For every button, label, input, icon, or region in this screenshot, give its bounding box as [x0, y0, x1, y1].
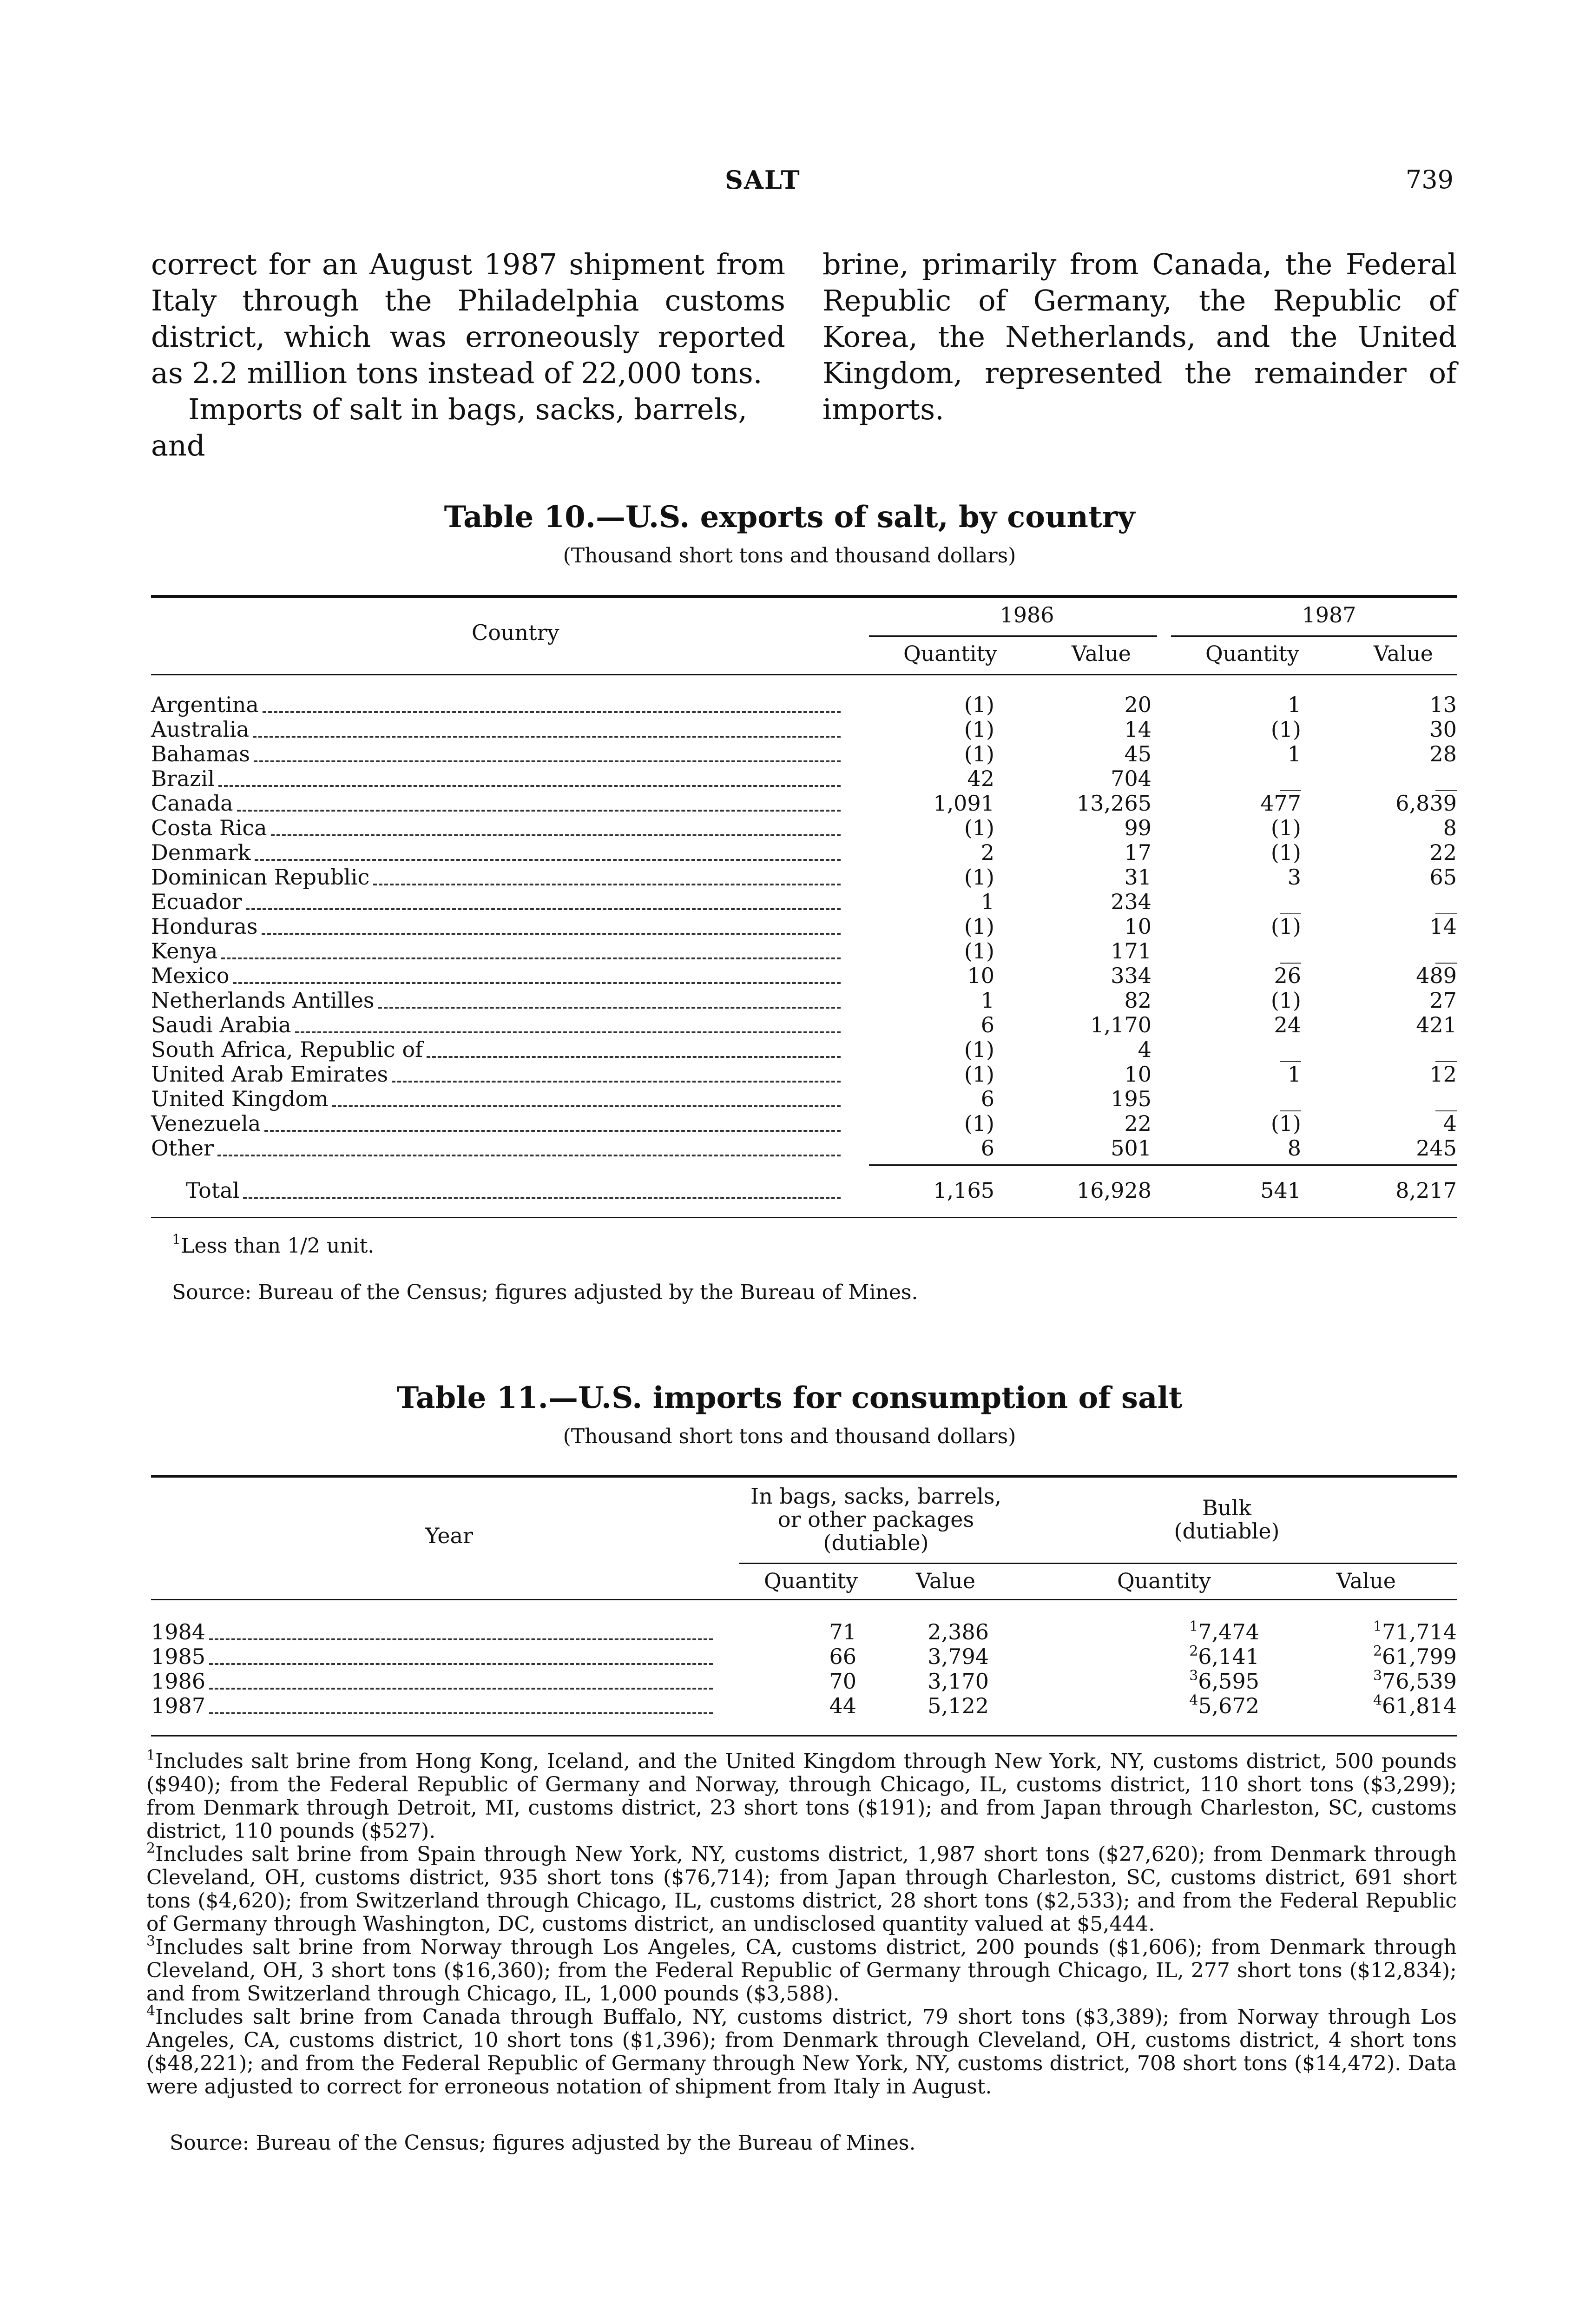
page-number: 739 [1405, 165, 1454, 194]
table10-title: Table 10.—U.S. exports of salt, by country [444, 500, 1135, 535]
value-text: 7,474 [1198, 1619, 1259, 1644]
leader-dots [218, 785, 841, 787]
table10-value-1987-header: Value [1374, 641, 1433, 666]
table11-cell-kv [1373, 1669, 1457, 1693]
footnote-ref: 4 [1373, 1692, 1382, 1709]
table10-row-label [151, 1136, 843, 1160]
table10-total-rule [869, 1164, 1457, 1166]
country-name: Netherlands Antilles [151, 988, 375, 1013]
table10-total-q86: 1,165 [933, 1178, 994, 1203]
leader-dots [264, 1130, 841, 1132]
table10-cell-q86: 6 [980, 1136, 994, 1161]
country-name: Venezuela [151, 1111, 261, 1136]
footnote-ref: 1 [1373, 1618, 1382, 1635]
right-text-column [822, 246, 1457, 428]
country-name: Bahamas [151, 741, 250, 766]
leader-dots [427, 1056, 841, 1058]
table10-cell-v87: __ [1435, 889, 1457, 914]
table11-cell-kq [1189, 1669, 1259, 1693]
table10-row-label [151, 890, 843, 914]
table10-cell-v86: 334 [1111, 963, 1151, 988]
table10-cell-v86: 20 [1124, 692, 1151, 717]
table10-cell-v87: 30 [1429, 717, 1457, 742]
table11-source: Source: Bureau of the Census; figures adjusted by the Bureau of Mines. [170, 2131, 916, 2155]
table10-cell-q86: (1) [964, 914, 994, 939]
leader-dots [262, 933, 841, 935]
table10-1986-rule [869, 635, 1157, 637]
table10-cell-v86: 82 [1124, 988, 1151, 1013]
table11-cell-kq [1189, 1694, 1259, 1718]
value-text: 71,714 [1382, 1619, 1457, 1644]
table11-cell-bq: 70 [829, 1669, 856, 1694]
footnote-ref: 4 [1189, 1692, 1198, 1709]
table10-cell-v86: 99 [1124, 815, 1151, 840]
table10-row-label [151, 1111, 843, 1136]
table11-row-label [151, 1620, 716, 1644]
table10-cell-v86: 1,170 [1090, 1012, 1151, 1037]
table10-country-header: Country [472, 620, 559, 645]
country-name: United Kingdom [151, 1086, 329, 1111]
footnote-ref: 3 [1373, 1668, 1382, 1684]
table10-cell-q87: (1) [1270, 988, 1301, 1013]
table10-cell-v87: 13 [1429, 692, 1457, 717]
leader-dots [254, 760, 841, 762]
table10-cell-v87: 6,839 [1395, 791, 1457, 816]
country-name: Brazil [151, 766, 215, 791]
table11-group1-line1: In bags, sacks, barrels, [750, 1484, 1002, 1509]
table10-cell-q86: (1) [964, 815, 994, 840]
footnote-text: Includes salt brine from Hong Kong, Iceland, and the United Kingdom through New York, NY, customs district, 500 pounds ($940); from the Federal Republic of Germany and Norway, through Chicago, IL, customs district, 110 short tons ($3,299); from Denmark through Detroit, MI, customs district, 23 short tons ($191); and from Japan through Charleston, SC, customs district, 110 pounds ($527). [146, 1750, 1457, 1843]
country-name: Denmark [151, 840, 251, 865]
leader-dots [246, 908, 841, 910]
table10-cell-q87: 477 [1260, 791, 1301, 816]
table11-row-label [151, 1644, 716, 1669]
table10-cell-q86: 10 [967, 963, 994, 988]
table11-cell-kv [1373, 1644, 1457, 1669]
table10-cell-q86: (1) [964, 865, 994, 890]
footnote-marker: 1 [146, 1747, 156, 1763]
leader-dots [209, 1638, 713, 1640]
table10-row-label [151, 865, 843, 889]
leader-dots [233, 982, 841, 984]
running-head-title: SALT [725, 165, 801, 195]
table10-cell-q87: (1) [1270, 1111, 1301, 1136]
table11-cell-bq: 71 [829, 1619, 856, 1644]
table10-row-label [151, 791, 843, 815]
table10-quantity-1986-header: Quantity [903, 641, 998, 666]
value-text: 76,539 [1382, 1669, 1457, 1694]
table10-cell-v87: 27 [1429, 988, 1457, 1013]
leader-dots [243, 1197, 841, 1199]
table10-cell-q87: (1) [1270, 717, 1301, 742]
table11-cell-bv: 5,122 [928, 1693, 989, 1718]
table10-cell-v86: 22 [1124, 1111, 1151, 1136]
value-text: 5,672 [1198, 1693, 1259, 1718]
table10-row-label [151, 988, 843, 1012]
table10-year-1986: 1986 [1000, 602, 1054, 627]
country-name: Australia [151, 717, 250, 742]
table10-cell-v87: 14 [1429, 914, 1457, 939]
table10-row-label [151, 964, 843, 988]
table10-cell-v87: 489 [1416, 963, 1457, 988]
leader-dots [209, 1712, 713, 1714]
table10-cell-q86: 1 [980, 889, 994, 914]
table10-cell-v86: 31 [1124, 865, 1151, 890]
table10-cell-q86: 1 [980, 988, 994, 1013]
table10-row-label [151, 717, 843, 741]
table10-cell-q87: (1) [1270, 815, 1301, 840]
table11-cell-bv: 2,386 [928, 1619, 989, 1644]
value-text: 6,141 [1198, 1644, 1259, 1669]
table10-row-label [151, 914, 843, 938]
table10-cell-v87: 245 [1416, 1136, 1457, 1161]
table10-cell-v87: 22 [1429, 840, 1457, 865]
table10-row-label [151, 742, 843, 766]
table10-cell-q87: 1 [1287, 692, 1301, 717]
year-label: 1984 [151, 1619, 206, 1644]
footnote-marker: 2 [146, 1840, 156, 1856]
country-name: Dominican Republic [151, 865, 370, 890]
table10-cell-q86: (1) [964, 1037, 994, 1062]
table10-quantity-1987-header: Quantity [1205, 641, 1300, 666]
table11-row-label [151, 1669, 716, 1693]
table10-cell-q87: 1 [1287, 741, 1301, 766]
footnote-ref: 2 [1189, 1643, 1198, 1659]
table10-cell-q87: __ [1280, 1086, 1301, 1111]
country-name: Argentina [151, 692, 259, 717]
table11-top-rule [151, 1475, 1457, 1478]
table11-cell-kv [1373, 1620, 1457, 1644]
leader-dots [209, 1688, 713, 1690]
table10-cell-v86: 704 [1111, 766, 1151, 791]
table11-row-label [151, 1694, 716, 1718]
table10-total-v86: 16,928 [1077, 1178, 1151, 1203]
leader-dots [378, 1007, 841, 1009]
country-name: Honduras [151, 914, 258, 939]
footnote-text: Includes salt brine from Spain through New York, NY, customs district, 1,987 short tons ($27,620); from Denmark through Cleveland, OH, customs district, 935 short tons ($76,714); from Japan through Charleston, SC, customs district, 691 short tons ($4,620); from Switzerland through Chicago, IL, customs district, 28 short tons ($2,533); and from the Federal Republic of Germany through Washington, DC, customs district, an undisclosed quantity valued at $5,444. [146, 1842, 1457, 1936]
leader-dots [373, 884, 841, 885]
table10-row-label [151, 766, 843, 791]
leader-dots [217, 1155, 841, 1156]
country-name: Canada [151, 791, 233, 816]
right-paragraph-1: brine, primarily from Canada, the Federal Republic of Germany, the Republic of Korea, the Netherlands, and the United Kingdom, represented the remainder of imports. [822, 247, 1457, 426]
table10-year-1987: 1987 [1302, 602, 1356, 627]
table10-cell-v86: 45 [1124, 741, 1151, 766]
country-name: South Africa, Republic of [151, 1037, 423, 1062]
table10-bottom-rule [151, 1217, 1457, 1218]
table10-cell-q87: __ [1280, 889, 1301, 914]
table11-cell-kv [1373, 1694, 1457, 1718]
country-name: Ecuador [151, 889, 242, 914]
table11-title: Table 11.—U.S. imports for consumption of salt [396, 1380, 1183, 1415]
table10-top-rule [151, 595, 1457, 598]
table11-header-rule [151, 1599, 1457, 1600]
table10-cell-v86: 10 [1124, 914, 1151, 939]
table11-footnote-2 [146, 1840, 1457, 1936]
table10-cell-q86: (1) [964, 938, 994, 964]
table10-row-label [151, 1037, 843, 1062]
leader-dots [253, 736, 841, 738]
table10-cell-v87: 65 [1429, 865, 1457, 890]
footnote-ref: 3 [1189, 1668, 1198, 1684]
table10-cell-v86: 17 [1124, 840, 1151, 865]
table11-footnote-4 [146, 2003, 1457, 2099]
footnote-ref: 2 [1373, 1643, 1382, 1659]
country-name: United Arab Emirates [151, 1062, 388, 1087]
country-name: Saudi Arabia [151, 1012, 291, 1037]
value-text: 61,799 [1382, 1644, 1457, 1669]
table10-cell-v86: 501 [1111, 1136, 1151, 1161]
leader-dots [263, 711, 841, 713]
table10-cell-v86: 234 [1111, 889, 1151, 914]
table11-footnotes [146, 1747, 1457, 2099]
table11-group1-line3: (dutiable) [823, 1530, 929, 1555]
table10-cell-v87: __ [1435, 1086, 1457, 1111]
table10-cell-v87: 421 [1416, 1012, 1457, 1037]
leader-dots [255, 859, 841, 861]
table10-header-rule [151, 674, 1457, 675]
table11-footnote-3 [146, 1933, 1457, 2006]
table11-bag-value-header: Value [916, 1568, 975, 1593]
table10-footnote [172, 1234, 374, 1258]
table10-cell-q86: (1) [964, 741, 994, 766]
left-paragraph-2: Imports of salt in bags, sacks, barrels, and [151, 392, 747, 462]
leader-dots [237, 810, 841, 812]
table10-cell-q86: (1) [964, 1111, 994, 1136]
leader-dots [295, 1031, 841, 1033]
table10-cell-v87: 12 [1429, 1062, 1457, 1087]
table10-cell-v87: __ [1435, 938, 1457, 964]
table10-cell-v86: 4 [1138, 1037, 1151, 1062]
table10-cell-q86: (1) [964, 1062, 994, 1087]
footnote-marker: 4 [146, 2003, 156, 2019]
table10-cell-q87: __ [1280, 766, 1301, 791]
footnote-marker: 1 [172, 1232, 181, 1248]
value-text: 61,814 [1382, 1693, 1457, 1718]
table10-cell-q87: __ [1280, 938, 1301, 964]
table10-cell-v86: 195 [1111, 1086, 1151, 1111]
table10-cell-q86: 2 [980, 840, 994, 865]
table10-subtitle: (Thousand short tons and thousand dollars) [563, 544, 1016, 568]
year-label: 1987 [151, 1693, 206, 1718]
table11-cell-bq: 66 [829, 1644, 856, 1669]
table11-footnote-1 [146, 1747, 1457, 1843]
table10-total-label: Total [186, 1178, 240, 1203]
table10-cell-q86: 1,091 [933, 791, 994, 816]
left-paragraph-1: correct for an August 1987 shipment from Italy through the Philadelphia customs district, which was erroneously reported as 2.2 million tons instead of 22,000 tons. [151, 247, 785, 390]
table10-cell-v86: 14 [1124, 717, 1151, 742]
table10-cell-q87: (1) [1270, 914, 1301, 939]
table10-cell-v87: 8 [1443, 815, 1457, 840]
table11-group2-line1: Bulk [1202, 1495, 1251, 1520]
year-label: 1986 [151, 1669, 206, 1694]
table10-cell-q86: (1) [964, 692, 994, 717]
table10-total-row-label [186, 1178, 843, 1202]
footnote-text: Includes salt brine from Canada through Buffalo, NY, customs district, 79 short tons ($3,389); from Norway through Los Angeles, CA, customs district, 10 short tons ($1,396); from Denmark through Cleveland, OH, customs district, 4 short tons ($48,221); and from the Federal Republic of Germany through New York, NY, customs district, 708 short tons ($14,472). Data were adjusted to correct for erroneous notation of shipment from Italy in August. [146, 2005, 1457, 2099]
table11-bulk-value-header: Value [1336, 1568, 1396, 1593]
table10-cell-q86: 6 [980, 1086, 994, 1111]
footnote-marker: 3 [146, 1933, 156, 1949]
table10-cell-v87: 28 [1429, 741, 1457, 766]
left-text-column [151, 246, 785, 464]
table11-cell-kq [1189, 1620, 1259, 1644]
table11-group2-line2: (dutiable) [1174, 1519, 1280, 1544]
table11-group-rule [739, 1563, 1457, 1564]
footnote-ref: 1 [1189, 1618, 1198, 1635]
table10-1987-rule [1171, 635, 1457, 637]
table10-total-v87: 8,217 [1395, 1178, 1457, 1203]
leader-dots [209, 1663, 713, 1665]
table10-cell-q87: (1) [1270, 840, 1301, 865]
table11-cell-bv: 3,170 [928, 1669, 989, 1694]
leader-dots [271, 834, 841, 836]
table11-cell-kq [1189, 1644, 1259, 1669]
table10-cell-v86: 13,265 [1077, 791, 1151, 816]
table10-cell-q87: 26 [1274, 963, 1301, 988]
table11-bottom-rule [151, 1735, 1457, 1736]
table10-cell-q86: (1) [964, 717, 994, 742]
table11-cell-bq: 44 [829, 1693, 856, 1718]
table10-row-label [151, 1013, 843, 1037]
country-name: Mexico [151, 963, 230, 988]
table10-cell-v87: __ [1435, 1037, 1457, 1062]
table10-cell-q87: 24 [1274, 1012, 1301, 1037]
table10-cell-q87: 8 [1287, 1136, 1301, 1161]
table11-year-header: Year [425, 1523, 474, 1548]
table10-value-1986-header: Value [1072, 641, 1131, 666]
table10-cell-q86: 42 [967, 766, 994, 791]
table11-bulk-quantity-header: Quantity [1117, 1568, 1211, 1593]
table10-row-label [151, 939, 843, 963]
table10-cell-q87: 1 [1287, 1062, 1301, 1087]
table11-bag-quantity-header: Quantity [763, 1568, 858, 1593]
table10-row-label [151, 1062, 843, 1086]
table10-cell-q87: __ [1280, 1037, 1301, 1062]
table10-cell-v87: __ [1435, 766, 1457, 791]
leader-dots [332, 1105, 841, 1107]
country-name: Other [151, 1136, 214, 1161]
country-name: Costa Rica [151, 815, 267, 840]
table11-group1-line2: or other packages [777, 1507, 974, 1532]
table10-row-label [151, 840, 843, 865]
table10-row-label [151, 1087, 843, 1111]
table10-cell-v86: 171 [1111, 938, 1151, 964]
table11-subtitle: (Thousand short tons and thousand dollars) [563, 1425, 1016, 1448]
table10-cell-v86: 10 [1124, 1062, 1151, 1087]
footnote-text: Less than 1/2 unit. [181, 1234, 375, 1258]
table10-source: Source: Bureau of the Census; figures adjusted by the Bureau of Mines. [172, 1281, 918, 1304]
footnote-text: Includes salt brine from Norway through Los Angeles, CA, customs district, 200 pounds ($1,606); from Denmark through Cleveland, OH, 3 short tons ($16,360); from the Federal Republic of Germany through Chicago, IL, 277 short tons ($12,834); and from Switzerland through Chicago, IL, 1,000 pounds ($3,588). [146, 1935, 1457, 2006]
table10-row-label [151, 693, 843, 717]
leader-dots [221, 957, 841, 959]
table10-total-q87: 541 [1260, 1178, 1301, 1203]
year-label: 1985 [151, 1644, 206, 1669]
leader-dots [392, 1081, 841, 1083]
table10-cell-q87: 3 [1287, 865, 1301, 890]
table10-cell-q86: 6 [980, 1012, 994, 1037]
table11-cell-bv: 3,794 [928, 1644, 989, 1669]
table10-cell-v87: 4 [1443, 1111, 1457, 1136]
value-text: 6,595 [1198, 1669, 1259, 1694]
table10-row-label [151, 816, 843, 840]
country-name: Kenya [151, 938, 218, 964]
